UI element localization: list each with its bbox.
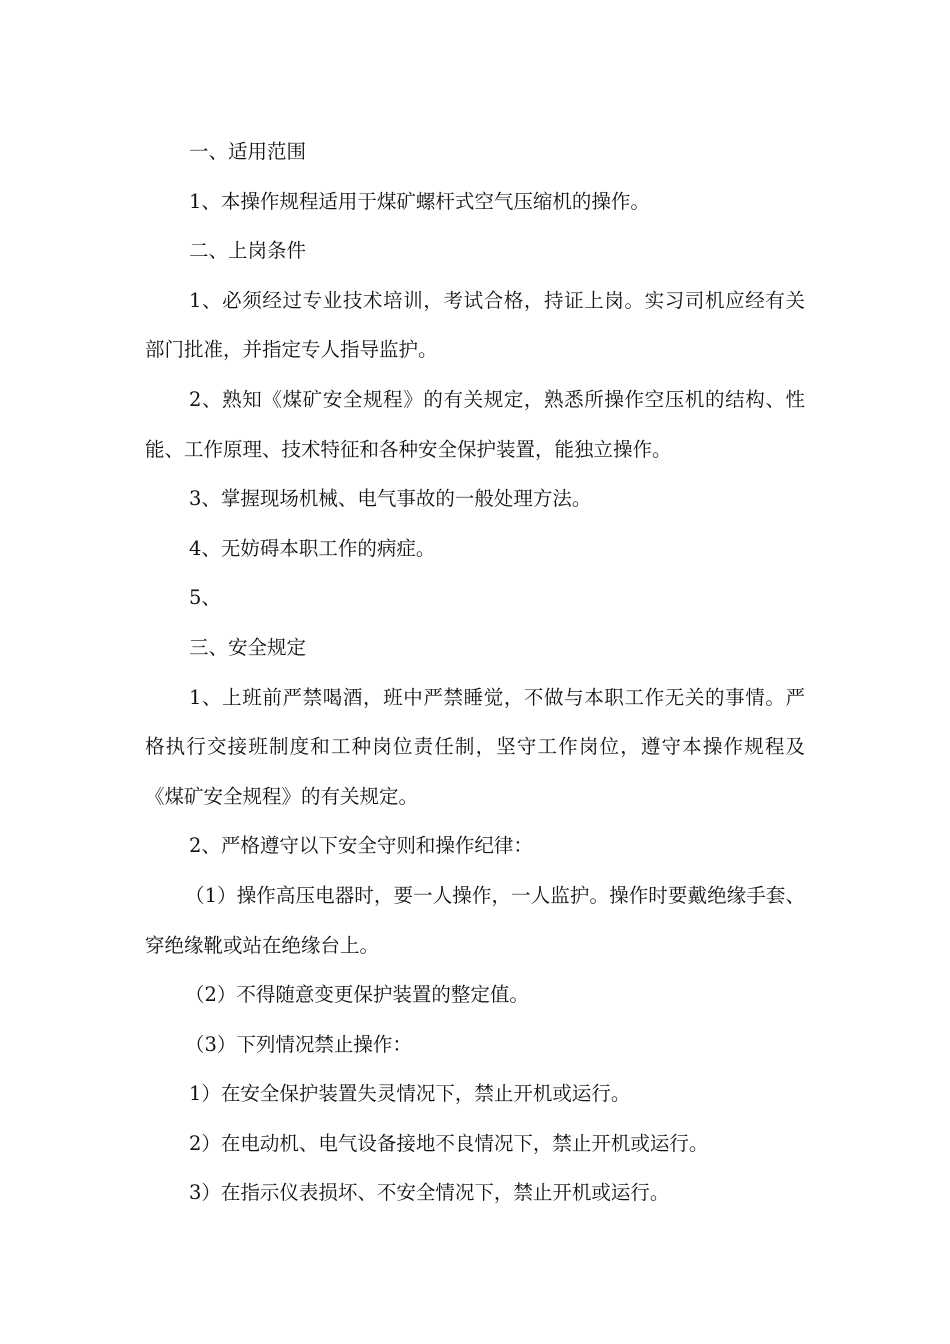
- paragraph: 1、必须经过专业技术培训，考试合格，持证上岗。实习司机应经有关部门批准，并指定专人指导监护。: [145, 288, 805, 362]
- section-heading-scope: 一、适用范围: [189, 140, 307, 163]
- paragraph: 1、上班前严禁喝酒，班中严禁睡觉，不做与本职工作无关的事情。严格执行交接班制度和工种岗位责任制，坚守工作岗位，遵守本操作规程及《煤矿安全规程》的有关规定。: [145, 685, 805, 808]
- paragraph: 2、熟知《煤矿安全规程》的有关规定，熟悉所操作空压机的结构、性能、工作原理、技术特征和各种安全保护装置，能独立操作。: [145, 387, 805, 461]
- list-item: 3）在指示仪表损坏、不安全情况下，禁止开机或运行。: [189, 1181, 670, 1205]
- section-heading-qualifications: 二、上岗条件: [189, 239, 307, 263]
- sub-paragraph: （1）操作高压电器时，要一人操作，一人监护。操作时要戴绝缘手套、穿绝缘靴或站在绝缘台上。: [145, 883, 805, 957]
- paragraph: 4、无妨碍本职工作的病症。: [189, 536, 436, 560]
- document-body: [145, 127, 805, 1218]
- sub-paragraph: （2）不得随意变更保护装置的整定值。: [185, 983, 529, 1007]
- list-item: 1）在安全保护装置失灵情况下，禁止开机或运行。: [189, 1082, 631, 1106]
- paragraph: 2、严格遵守以下安全守则和操作纪律：: [189, 834, 533, 858]
- paragraph: 3、掌握现场机械、电气事故的一般处理方法。: [189, 487, 592, 511]
- sub-paragraph: （3）下列情况禁止操作：: [185, 1032, 412, 1056]
- list-item: 2）在电动机、电气设备接地不良情况下，禁止开机或运行。: [189, 1131, 709, 1155]
- section-heading-safety: 三、安全规定: [189, 635, 307, 659]
- paragraph: 5、: [189, 586, 221, 610]
- paragraph: 1、本操作规程适用于煤矿螺杆式空气压缩机的操作。: [189, 189, 650, 213]
